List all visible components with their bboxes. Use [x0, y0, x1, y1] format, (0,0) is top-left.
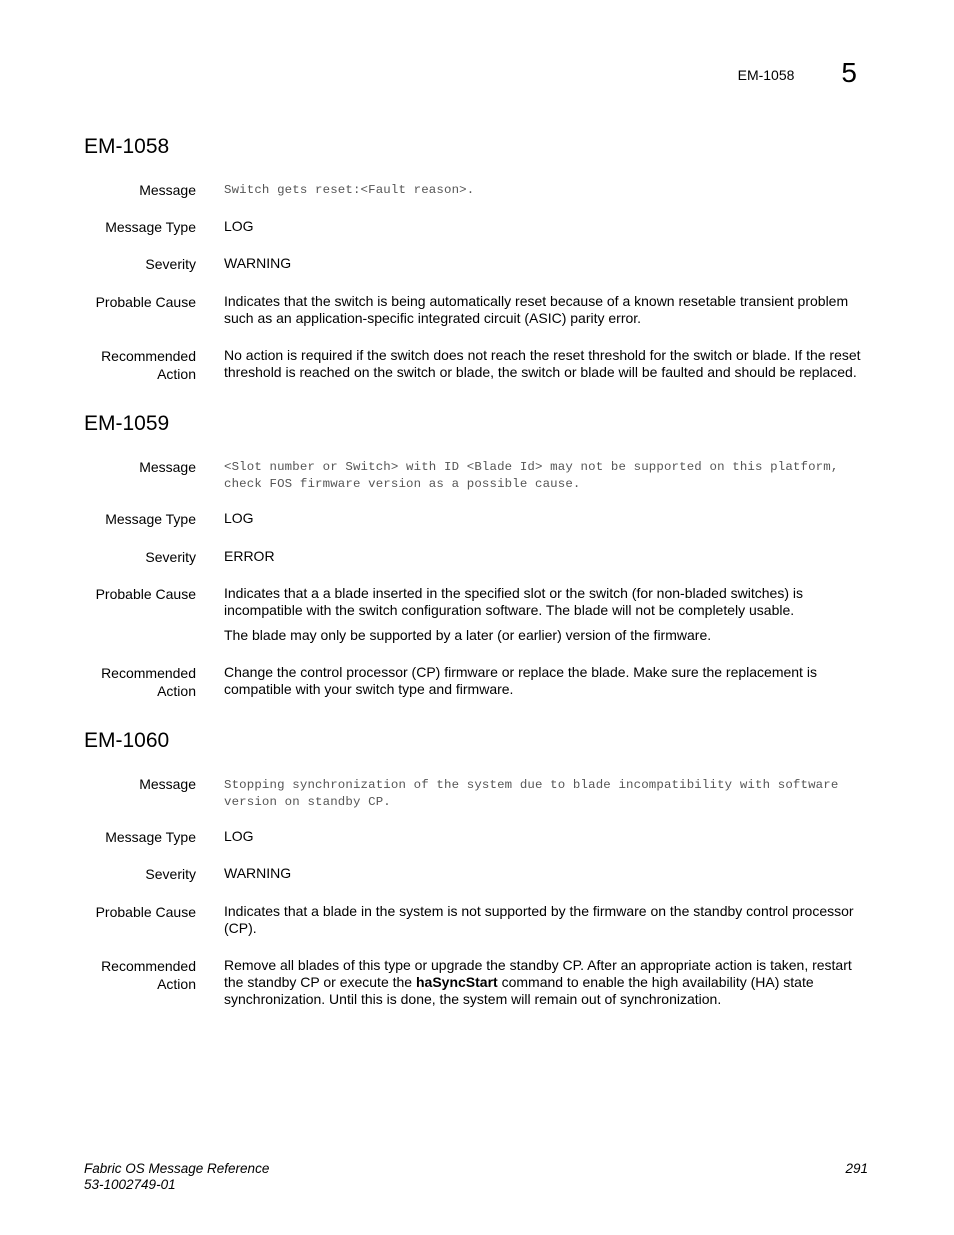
message-type-label: Message Type [105, 829, 196, 845]
probable-cause-text [224, 293, 874, 327]
probable-cause-label: Probable Cause [95, 904, 196, 920]
footer-title: Fabric OS Message Reference [84, 1161, 270, 1176]
probable-cause-label: Probable Cause [95, 294, 196, 310]
footer-doc-number: 53-1002749-01 [84, 1177, 176, 1192]
probable-cause-paragraph: Indicates that a blade in the system is not supported by the firmware on the standby control processor (CP). [224, 903, 854, 936]
message-label: Message [139, 459, 196, 475]
message-label: Message [139, 182, 196, 198]
message-type-value: LOG [224, 218, 254, 234]
message-label: Message [139, 776, 196, 792]
running-header [738, 58, 857, 87]
recommended-action-text: No action is required if the switch does not reach the reset threshold for the switch or blade. If the reset threshold is reached on the switch or blade, the switch or blade will be faulted and should be replaced. [224, 347, 861, 380]
recommended-action-label [56, 957, 196, 993]
recommended-label-line-2: Action [157, 976, 196, 992]
probable-cause-label: Probable Cause [95, 586, 196, 602]
section-title-em-1058: EM-1058 [84, 135, 170, 158]
recommended-label-line-2: Action [157, 683, 196, 699]
recommended-action-text: Change the control processor (CP) firmware or replace the blade. Make sure the replacement is compatible with your switch type and firmware. [224, 664, 817, 697]
command-name: haSyncStart [415, 974, 498, 990]
section-title-em-1060: EM-1060 [84, 729, 170, 752]
recommended-label-line-1: Recommended [101, 665, 196, 681]
message-type-label: Message Type [105, 511, 196, 527]
recommended-label-line-1: Recommended [101, 958, 196, 974]
recommended-label-line-1: Recommended [101, 348, 196, 364]
recommended-action-label [56, 347, 196, 383]
probable-cause-paragraph: Indicates that a a blade inserted in the specified slot or the switch (for non-bladed switches) is incompatible with the switch configuration software. The blade will not be completely usable. [224, 585, 803, 618]
message-text: Switch gets reset:<Fault reason>. [224, 183, 475, 197]
probable-cause-paragraph: The blade may only be supported by a later (or earlier) version of the firmware. [224, 627, 712, 643]
severity-value: ERROR [224, 548, 275, 564]
section-title-em-1059: EM-1059 [84, 412, 170, 435]
probable-cause-text [224, 903, 874, 937]
action-text-after: command to enable the high availability (HA) state synchronization. Until this is done, the system will remain out of synchronization. [224, 974, 814, 1007]
message-type-value: LOG [224, 510, 254, 526]
severity-value: WARNING [224, 255, 292, 271]
recommended-label-line-2: Action [157, 366, 196, 382]
chapter-number: 5 [841, 57, 857, 88]
severity-value: WARNING [224, 865, 292, 881]
severity-label: Severity [145, 549, 196, 565]
probable-cause-paragraph: Indicates that the switch is being automatically reset because of a known resetable transient problem such as an application-specific integrated circuit (ASIC) parity error. [224, 293, 849, 326]
recommended-action-label [56, 664, 196, 700]
message-type-label: Message Type [105, 219, 196, 235]
probable-cause-text [224, 585, 874, 644]
message-text: Stopping synchronization of the system due to blade incompatibility with software version on standby CP. [224, 778, 839, 809]
message-text: <Slot number or Switch> with ID <Blade Id> may not be supported on this platform, check FOS firmware version as a possible cause. [224, 460, 839, 491]
action-text-before: Remove all blades of this type or upgrade the standby CP. After an appropriate action is taken, restart the standby CP or execute the [224, 957, 852, 990]
message-type-value: LOG [224, 828, 254, 844]
severity-label: Severity [145, 256, 196, 272]
recommended-action-text [224, 957, 874, 1008]
running-header-message-id: EM-1058 [737, 67, 795, 83]
severity-label: Severity [145, 866, 196, 882]
page-number: 291 [845, 1161, 868, 1176]
footer-document-info [84, 1161, 269, 1193]
